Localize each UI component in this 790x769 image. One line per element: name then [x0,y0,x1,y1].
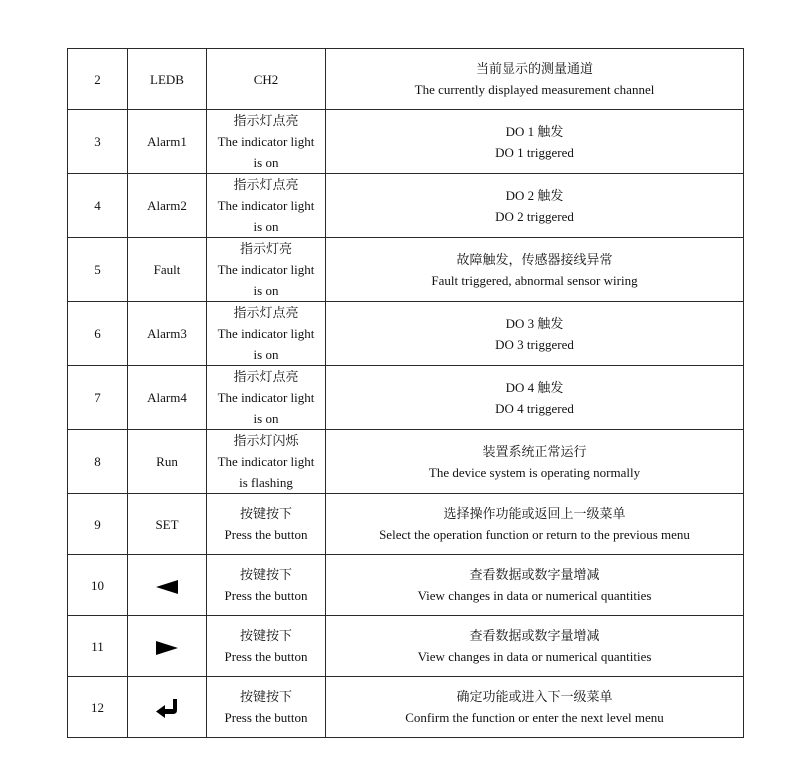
table-row [68,174,744,238]
row-number: 9 [68,494,128,555]
state-line: 按键按下 [239,506,292,521]
description-en: View changes in data or numerical quantities [417,588,652,603]
table-row [68,238,744,302]
state-cell [207,677,326,738]
state-line: is on [253,283,279,298]
description-zh: 查看数据或数字量增减 [469,567,600,582]
row-number: 7 [68,366,128,430]
description-cell [326,174,744,238]
state-line: is on [253,219,279,234]
description-zh: 选择操作功能或返回上一级菜单 [443,506,626,521]
state-line: Press the button [224,649,308,664]
row-number: 3 [68,110,128,174]
row-number: 10 [68,555,128,616]
table-row [68,555,744,616]
state-line: is on [253,411,279,426]
state-line: 指示灯点亮 [233,177,299,192]
state-line: Press the button [224,527,308,542]
button-name: SET [128,494,207,555]
indicator-button-table [67,48,744,738]
state-line: 指示灯亮 [239,241,292,256]
description-zh: 确定功能或进入下一级菜单 [456,689,613,704]
state-line: 按键按下 [239,628,292,643]
state-line: The indicator light [217,326,315,341]
row-number: 8 [68,430,128,494]
left-arrow-icon [154,579,180,595]
table-row [68,616,744,677]
state-line: The indicator light [217,134,315,149]
row-number: 12 [68,677,128,738]
state-line: The indicator light [217,198,315,213]
table-row [68,366,744,430]
table-row [68,494,744,555]
state-cell [207,174,326,238]
row-number: 11 [68,616,128,677]
description-zh: 查看数据或数字量增减 [469,628,600,643]
table-row [68,302,744,366]
state-line: The indicator light [217,454,315,469]
state-cell [207,616,326,677]
state-line: The indicator light [217,390,315,405]
table-row [68,110,744,174]
indicator-name: Alarm1 [128,110,207,174]
description-cell [326,238,744,302]
description-en: DO 2 triggered [495,208,574,224]
state-line: Press the button [224,588,308,603]
state-line: 指示灯点亮 [233,305,299,320]
indicator-name: Alarm2 [128,174,207,238]
state-cell [207,555,326,616]
description-en: DO 1 triggered [495,144,574,160]
description-en: Confirm the function or enter the next level menu [405,710,664,725]
description-zh: DO 4 触发 [505,379,564,395]
indicator-name: Run [128,430,207,494]
state-line: is flashing [239,475,293,490]
description-zh: 装置系统正常运行 [482,443,587,459]
enter-arrow-icon [154,697,180,719]
button-icon-cell [128,677,207,738]
indicator-name: Alarm4 [128,366,207,430]
description-cell [326,677,744,738]
description-en: DO 4 triggered [495,400,574,416]
state-cell [207,49,326,110]
state-line: 指示灯点亮 [233,369,299,384]
state-line: The indicator light [217,262,315,277]
description-zh: DO 2 触发 [505,187,564,203]
row-number: 4 [68,174,128,238]
state-cell [207,110,326,174]
description-cell [326,616,744,677]
state-line: Press the button [224,710,308,725]
state-line: 指示灯闪烁 [233,433,299,448]
description-zh: DO 3 触发 [505,315,564,331]
right-arrow-icon [154,640,180,656]
state-cell [207,430,326,494]
description-cell [326,110,744,174]
description-cell [326,555,744,616]
row-number: 5 [68,238,128,302]
indicator-name: Alarm3 [128,302,207,366]
state-line: CH2 [253,71,279,87]
description-en: The device system is operating normally [428,464,641,480]
description-cell [326,366,744,430]
state-line: 按键按下 [239,689,292,704]
state-cell [207,494,326,555]
table-row [68,49,744,110]
description-en: Fault triggered, abnormal sensor wiring [431,272,638,288]
indicator-name: LEDB [128,49,207,110]
state-cell [207,238,326,302]
indicator-name: Fault [128,238,207,302]
state-cell [207,302,326,366]
description-zh: 当前显示的测量通道 [475,61,593,76]
state-line: 按键按下 [239,567,292,582]
row-number: 6 [68,302,128,366]
description-cell [326,494,744,555]
description-en: Select the operation function or return to the previous menu [379,527,690,542]
state-line: is on [253,347,279,362]
description-zh: 故障触发，传感器接线异常 [456,251,613,267]
state-line: 指示灯点亮 [233,113,299,128]
state-cell [207,366,326,430]
description-en: The currently displayed measurement channel [414,82,655,97]
description-en: View changes in data or numerical quantities [417,649,652,664]
description-cell [326,302,744,366]
table-row [68,677,744,738]
button-icon-cell [128,616,207,677]
button-icon-cell [128,555,207,616]
row-number: 2 [68,49,128,110]
state-line: is on [253,155,279,170]
description-en: DO 3 triggered [495,336,574,352]
description-cell [326,430,744,494]
table-row [68,430,744,494]
description-zh: DO 1 触发 [505,123,564,139]
description-cell [326,49,744,110]
